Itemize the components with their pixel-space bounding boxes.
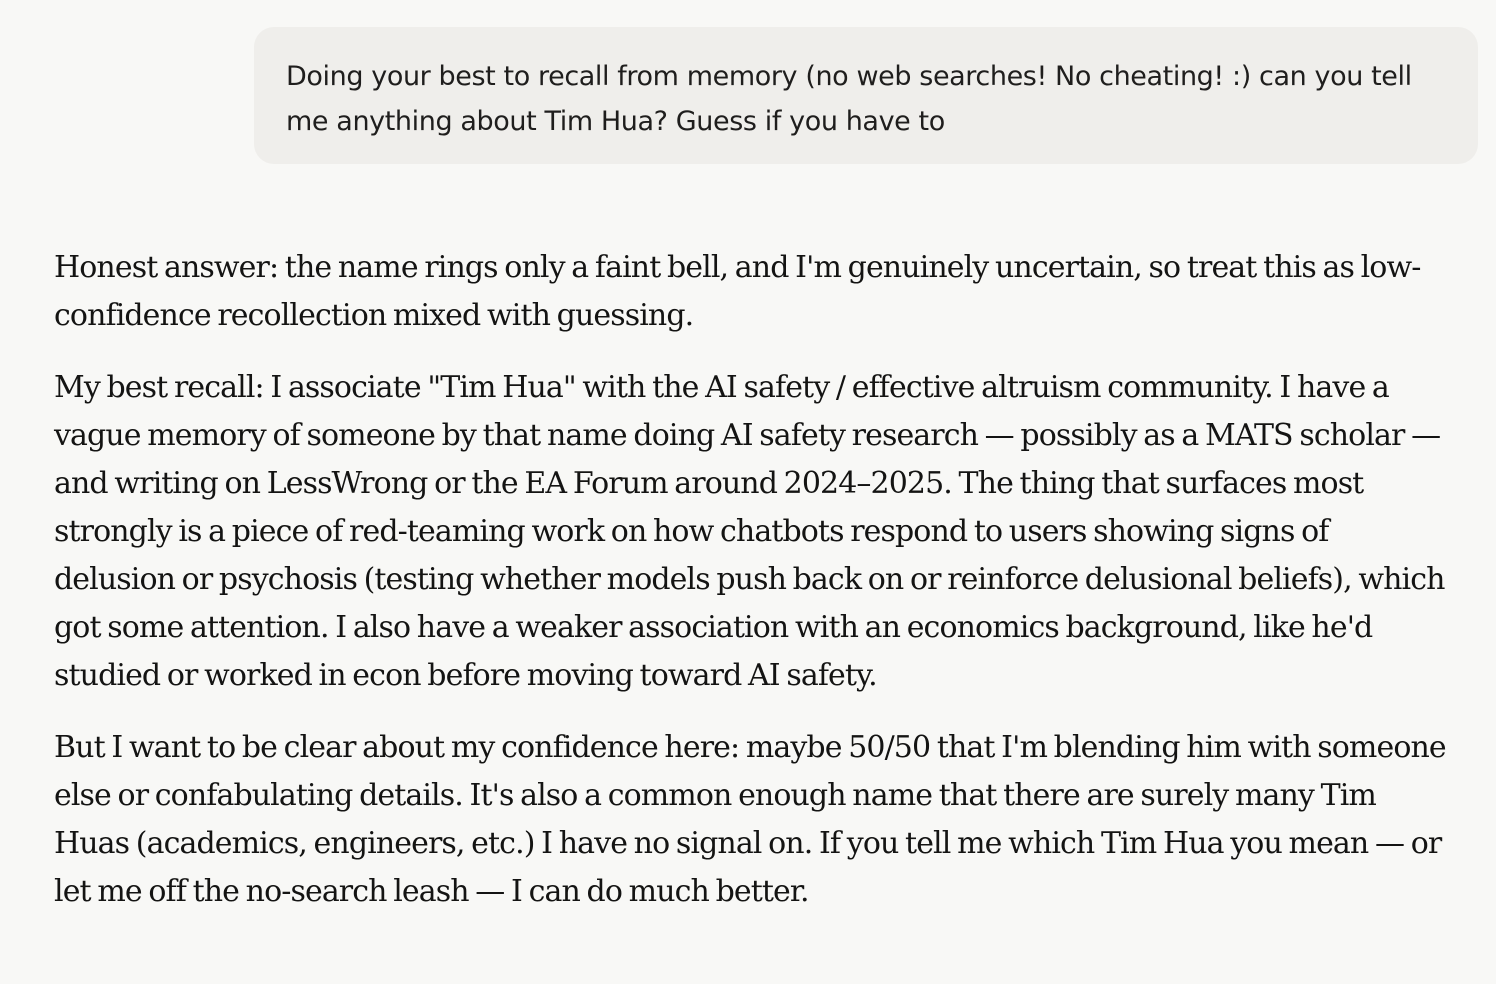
assistant-paragraph-3: But I want to be clear about my confidence here: maybe 50/50 that I'm blending him with someone else or confabulating details. It's also a common enough name that there are surely many Tim Huas (academics, engineers, etc.) I have no signal on. If you tell me which Tim Hua you mean — or let me off the no-search leash — I can do much better. xyxy=(54,730,1446,909)
user-message-text: Doing your best to recall from memory (no web searches! No cheating! :) can you tell me anything about Tim Hua? Guess if you have to xyxy=(286,61,1412,137)
assistant-message xyxy=(54,244,1454,916)
assistant-paragraph-1: Honest answer: the name rings only a faint bell, and I'm genuinely uncertain, so treat this as low-confidence recollection mixed with guessing. xyxy=(54,250,1421,333)
user-message-bubble xyxy=(254,27,1478,164)
assistant-paragraph-2: My best recall: I associate "Tim Hua" with the AI safety / effective altruism community. I have a vague memory of someone by that name doing AI safety research — possibly as a MATS scholar — and writing on LessWrong or the EA Forum around 2024–2025. The thing that surfaces most strongly is a piece of red-teaming work on how chatbots respond to users showing signs of delusion or psychosis (testing whether models push back on or reinforce delusional beliefs), which got some attention. I also have a weaker association with an economics background, like he'd studied or worked in econ before moving toward AI safety. xyxy=(54,370,1445,693)
